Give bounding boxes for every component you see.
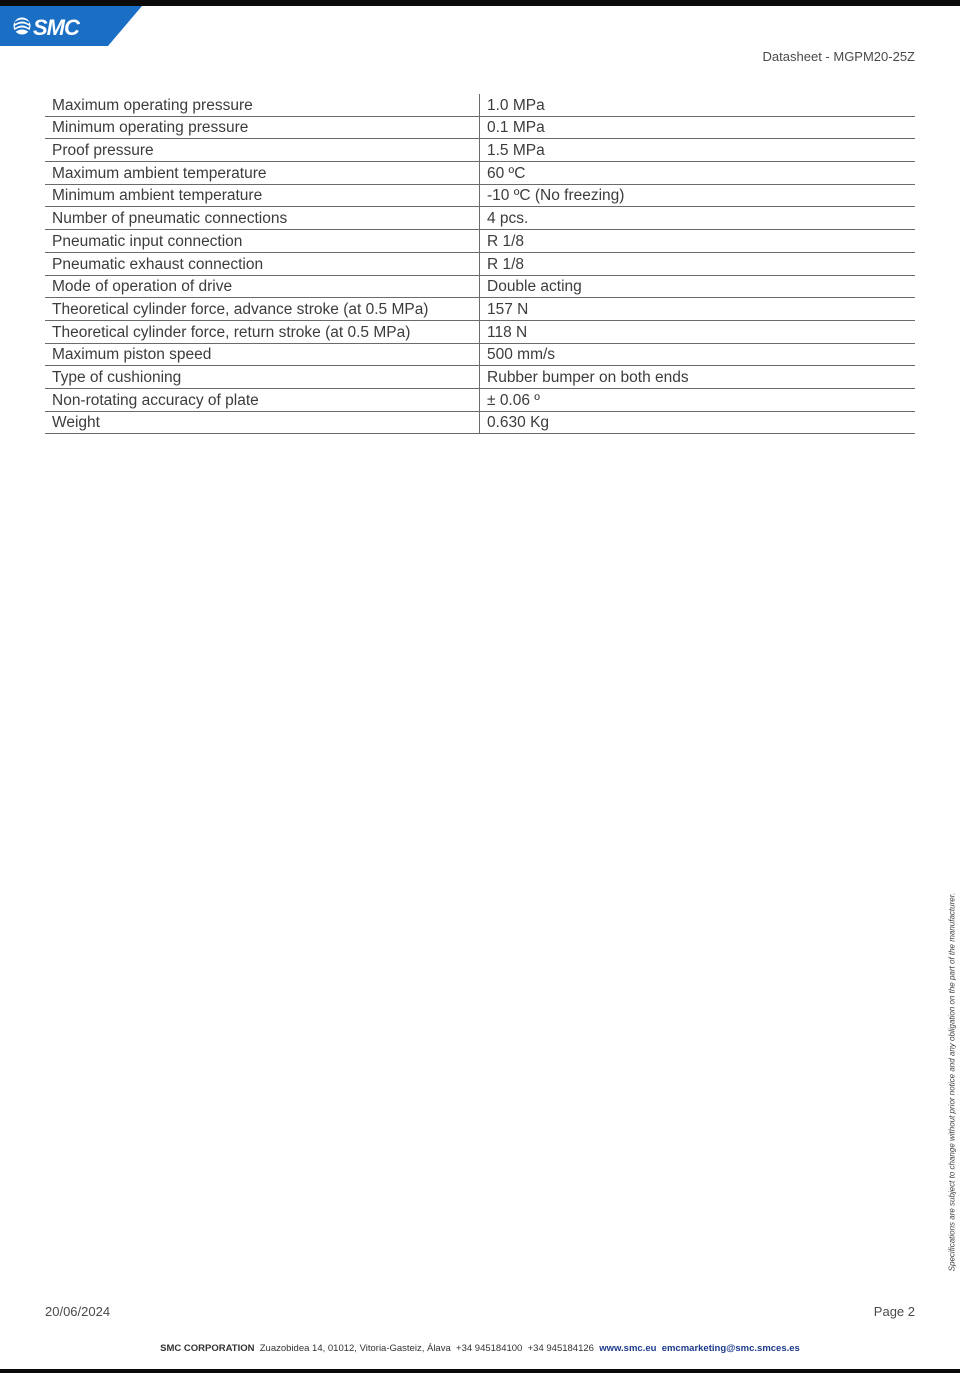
spec-label: Minimum ambient temperature bbox=[45, 184, 480, 207]
spec-label: Type of cushioning bbox=[45, 366, 480, 389]
spec-label: Maximum piston speed bbox=[45, 343, 480, 366]
table-row bbox=[45, 366, 915, 389]
table-row bbox=[45, 343, 915, 366]
website-link[interactable]: www.smc.eu bbox=[599, 1343, 657, 1354]
spec-value: 0.630 Kg bbox=[480, 411, 916, 434]
datasheet-title: Datasheet - MGPM20-25Z bbox=[762, 49, 915, 64]
spec-label: Mode of operation of drive bbox=[45, 275, 480, 298]
spec-value: 4 pcs. bbox=[480, 207, 916, 230]
company-footer bbox=[0, 1343, 960, 1354]
table-row bbox=[45, 230, 915, 253]
spec-label: Minimum operating pressure bbox=[45, 116, 480, 139]
table-row bbox=[45, 162, 915, 185]
table-row bbox=[45, 207, 915, 230]
spec-label: Non-rotating accuracy of plate bbox=[45, 388, 480, 411]
spec-value: 118 N bbox=[480, 320, 916, 343]
bottom-bar bbox=[0, 1369, 960, 1373]
spec-value: 1.5 MPa bbox=[480, 139, 916, 162]
spec-value: 60 ºC bbox=[480, 162, 916, 185]
page-number: Page 2 bbox=[873, 1304, 915, 1319]
spec-label: Number of pneumatic connections bbox=[45, 207, 480, 230]
specifications-table bbox=[45, 94, 915, 434]
email-link[interactable]: emcmarketing@smc.smces.es bbox=[661, 1343, 800, 1354]
spec-value: R 1/8 bbox=[480, 230, 916, 253]
spec-value: 1.0 MPa bbox=[480, 94, 916, 116]
company-phone: +34 945184100 bbox=[456, 1343, 523, 1354]
spec-label: Pneumatic exhaust connection bbox=[45, 252, 480, 275]
table-row bbox=[45, 139, 915, 162]
table-row bbox=[45, 320, 915, 343]
table-row bbox=[45, 116, 915, 139]
company-fax: +34 945184126 bbox=[527, 1343, 594, 1354]
spec-value: R 1/8 bbox=[480, 252, 916, 275]
spec-value: 500 mm/s bbox=[480, 343, 916, 366]
spec-label: Pneumatic input connection bbox=[45, 230, 480, 253]
company-address: Zuazobidea 14, 01012, Vitoria-Gasteiz, Álava bbox=[259, 1343, 451, 1354]
table-row bbox=[45, 94, 915, 116]
spec-value: Rubber bumper on both ends bbox=[480, 366, 916, 389]
spec-label: Maximum ambient temperature bbox=[45, 162, 480, 185]
spec-label: Proof pressure bbox=[45, 139, 480, 162]
table-row bbox=[45, 252, 915, 275]
spec-value: 0.1 MPa bbox=[480, 116, 916, 139]
spec-label: Weight bbox=[45, 411, 480, 434]
smc-logo bbox=[0, 6, 142, 46]
spec-value: ± 0.06 º bbox=[480, 388, 916, 411]
table-row bbox=[45, 298, 915, 321]
disclaimer-note: Specifications are subject to change without prior notice and any obligation on the part of the manufacturer. bbox=[947, 892, 957, 1272]
spec-label: Theoretical cylinder force, return stroke (at 0.5 MPa) bbox=[45, 320, 480, 343]
document-date: 20/06/2024 bbox=[45, 1304, 111, 1319]
table-row bbox=[45, 388, 915, 411]
table-row bbox=[45, 184, 915, 207]
spec-value: 157 N bbox=[480, 298, 916, 321]
svg-text:SMC: SMC bbox=[33, 15, 79, 40]
spec-value: -10 ºC (No freezing) bbox=[480, 184, 916, 207]
table-row bbox=[45, 411, 915, 434]
spec-label: Maximum operating pressure bbox=[45, 94, 480, 116]
spec-label: Theoretical cylinder force, advance stroke (at 0.5 MPa) bbox=[45, 298, 480, 321]
spec-value: Double acting bbox=[480, 275, 916, 298]
top-bar bbox=[0, 0, 960, 6]
company-name: SMC CORPORATION bbox=[160, 1343, 255, 1354]
table-row bbox=[45, 275, 915, 298]
